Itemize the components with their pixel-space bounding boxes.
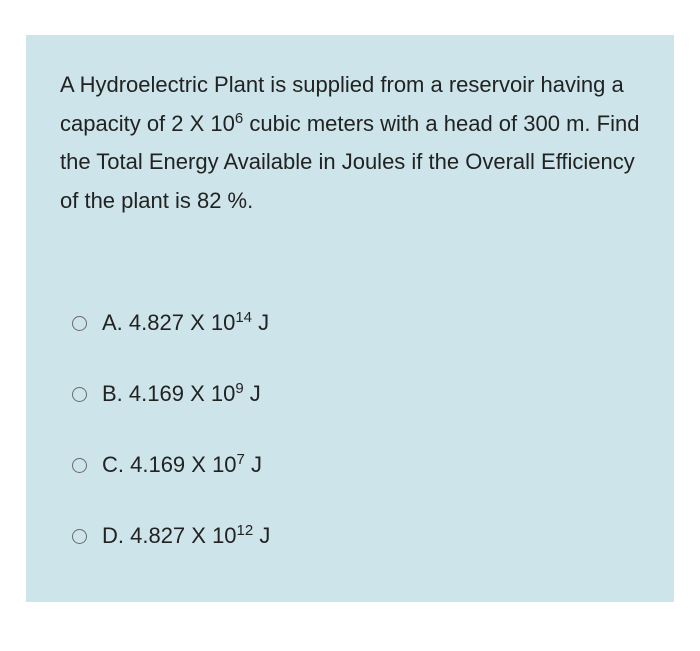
- option-d[interactable]: [72, 516, 270, 556]
- option-d-unit: J: [253, 523, 271, 548]
- question-text-part2: cubic meters with a head of 300 m. Find the Total Energy Available in Joules if the Overall Efficiency of the plant is 82 %.: [60, 110, 640, 213]
- option-d-label: [102, 522, 271, 548]
- option-b-unit: J: [243, 381, 261, 406]
- option-b-label: [102, 380, 261, 406]
- option-a-mantissa: A. 4.827 X 10: [102, 310, 236, 335]
- option-a[interactable]: [72, 303, 270, 343]
- option-b[interactable]: [72, 374, 270, 414]
- option-a-exponent: 14: [235, 309, 253, 326]
- radio-button-b[interactable]: [72, 387, 87, 402]
- radio-button-a[interactable]: [72, 316, 87, 331]
- option-b-mantissa: B. 4.169 X 10: [102, 381, 236, 406]
- option-a-unit: J: [252, 310, 270, 335]
- option-d-exponent: 12: [236, 522, 254, 539]
- option-d-mantissa: D. 4.827 X 10: [102, 523, 237, 548]
- option-c-mantissa: C. 4.169 X 10: [102, 452, 237, 477]
- radio-button-c[interactable]: [72, 458, 87, 473]
- option-c-label: [102, 451, 263, 477]
- option-c-unit: J: [244, 452, 263, 477]
- option-c-exponent: 7: [236, 451, 245, 468]
- question-card: [26, 35, 674, 602]
- question-text: [60, 66, 650, 220]
- question-exponent: 6: [234, 109, 244, 127]
- option-c[interactable]: [72, 445, 270, 485]
- option-a-label: [102, 309, 270, 335]
- radio-button-d[interactable]: [72, 529, 87, 544]
- question-text-part1: A Hydroelectric Plant is supplied from a reservoir having a capacity of 2 X 10: [60, 72, 624, 136]
- answer-options: [72, 303, 270, 587]
- option-b-exponent: 9: [235, 380, 244, 397]
